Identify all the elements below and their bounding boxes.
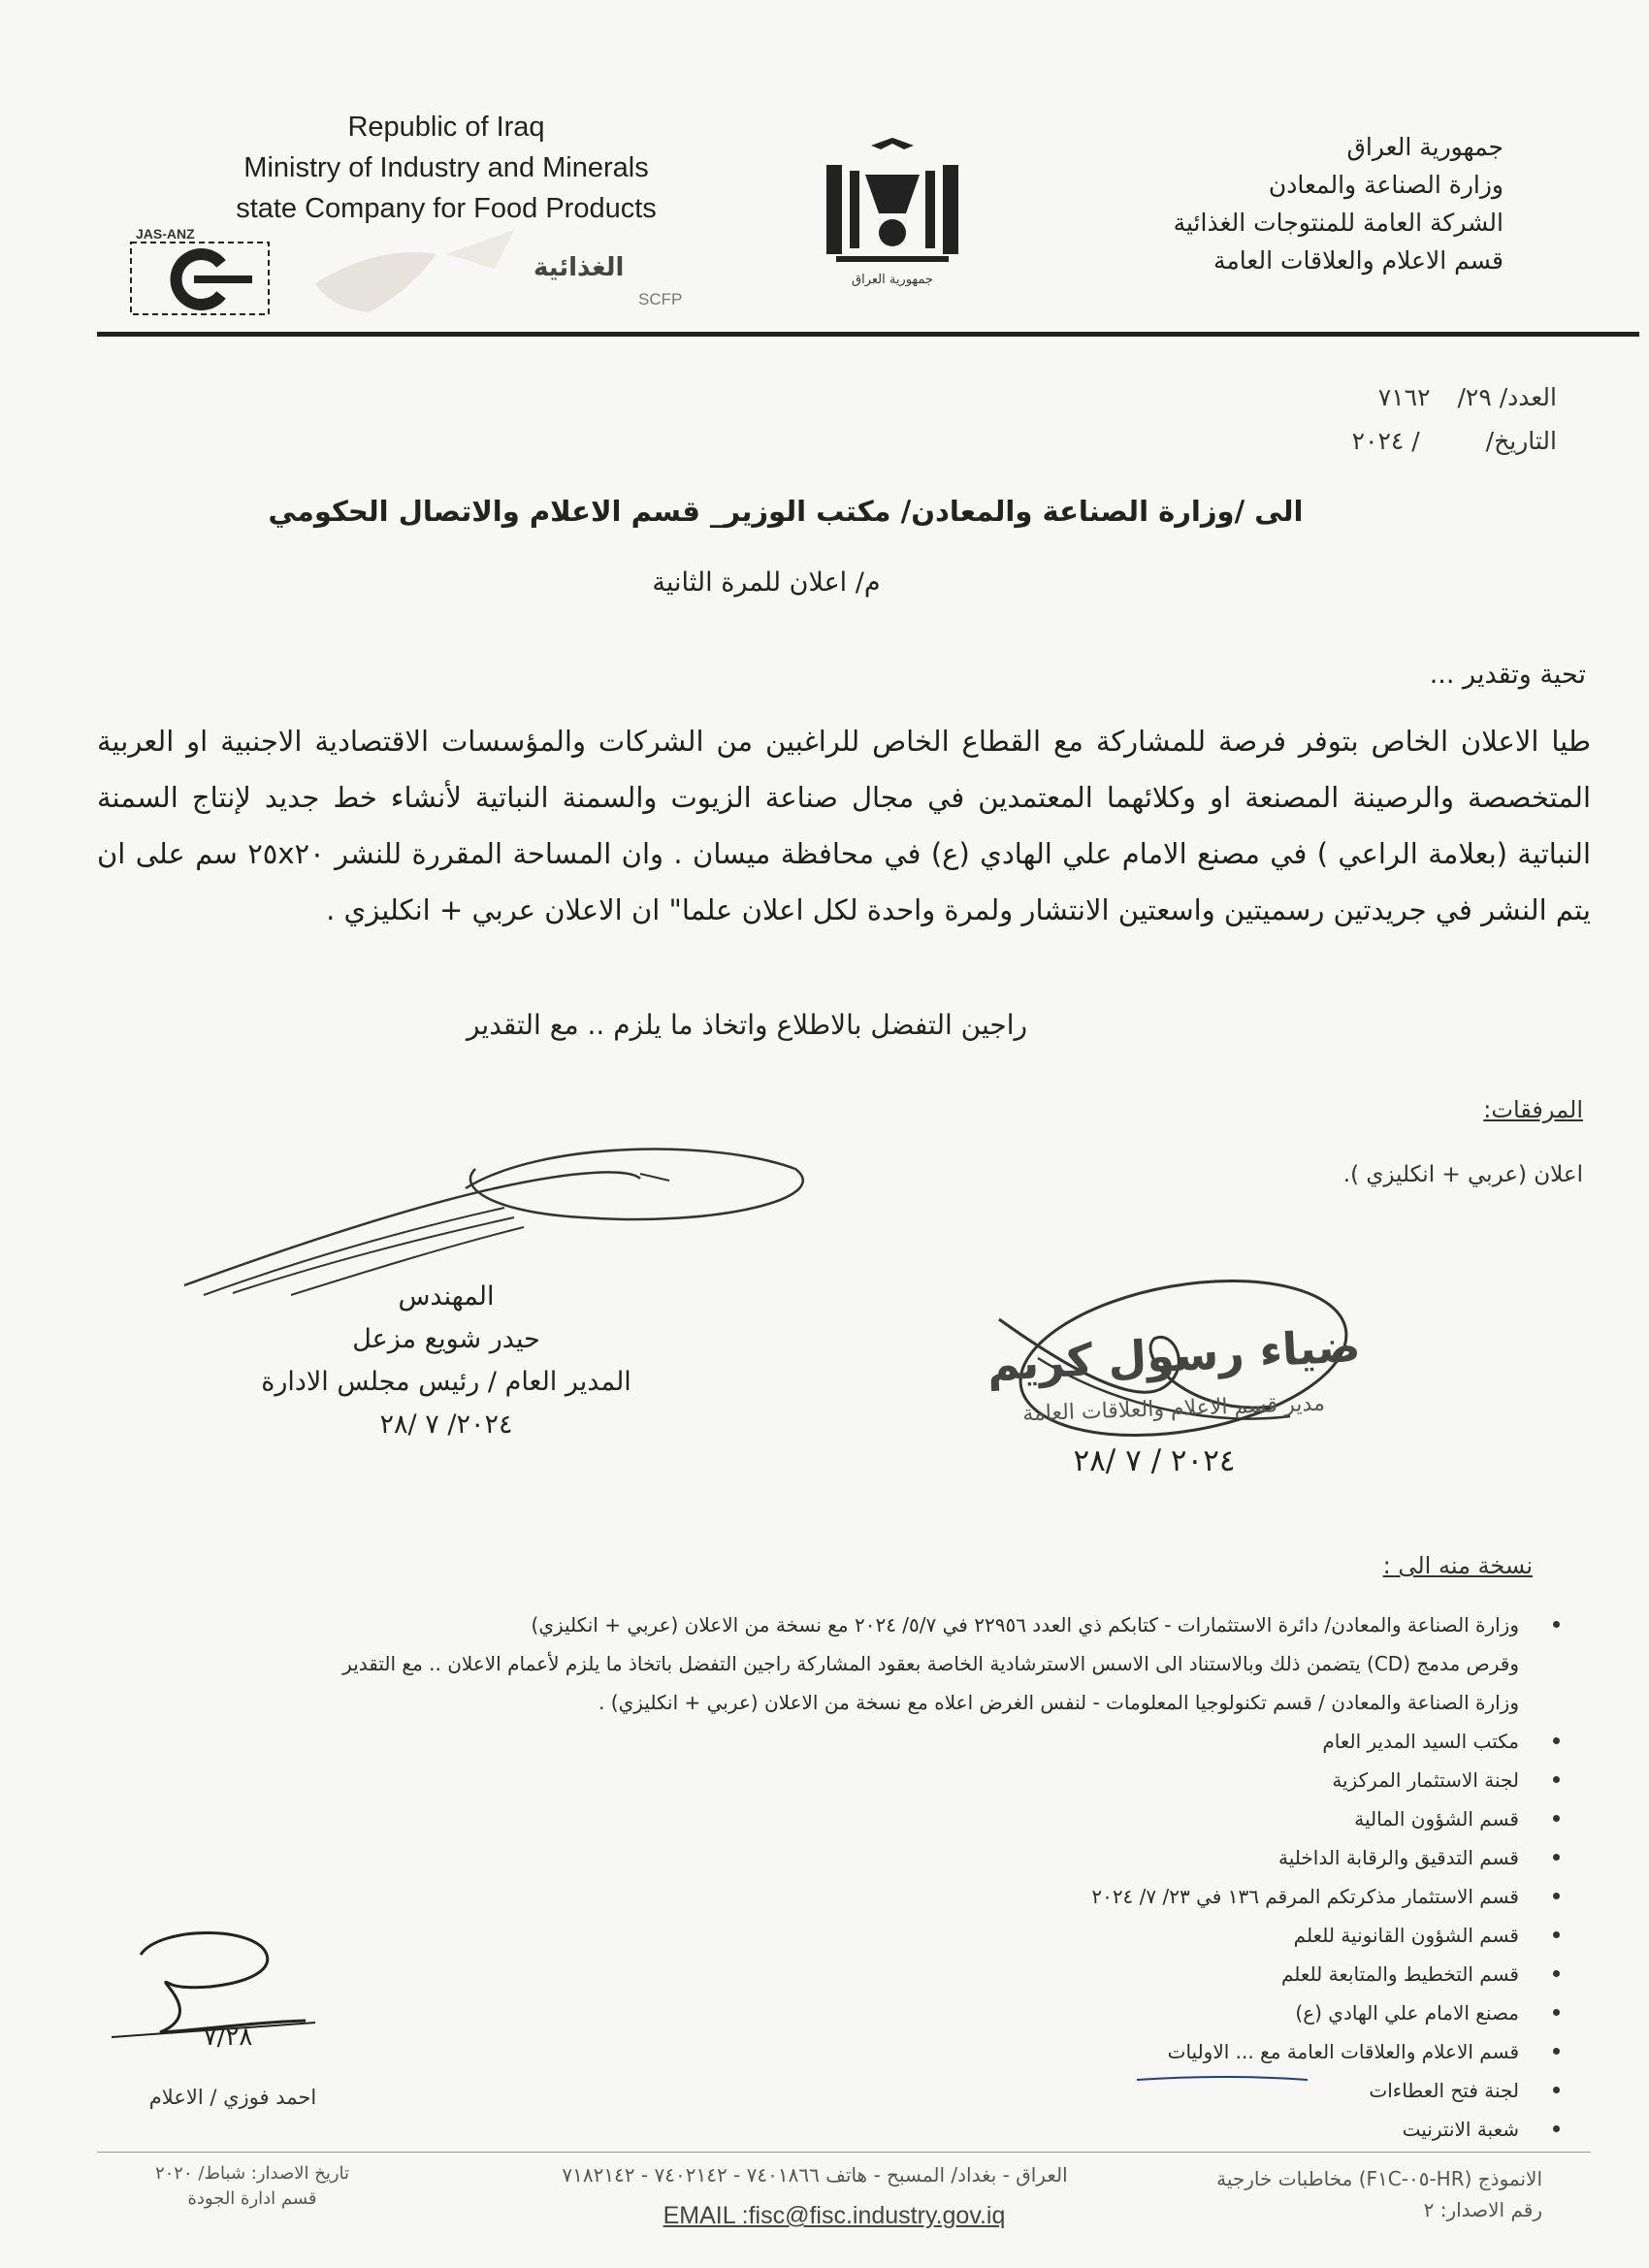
header-arabic bbox=[999, 128, 1504, 279]
ink-underline bbox=[1135, 2074, 1310, 2084]
signatory-date: ٢٠٢٤/ ٧ /٢٨ bbox=[379, 1409, 513, 1440]
copy-item: قسم الشؤون المالية bbox=[66, 1799, 1579, 1838]
reference-date-label: التاريخ/ bbox=[1485, 427, 1557, 455]
letter-greeting: تحية وتقدير ... bbox=[1429, 660, 1586, 690]
bullet-icon bbox=[1553, 2125, 1560, 2132]
reference-number-value: ٧١٦٢ bbox=[1377, 383, 1431, 411]
header-arabic-line: الشركة العامة للمنتوجات الغذائية bbox=[1173, 209, 1504, 237]
bullet-icon bbox=[1553, 2087, 1560, 2093]
bullet-icon bbox=[1553, 1931, 1560, 1938]
bottom-signature-date: ٧/٢٨ bbox=[203, 2023, 253, 2052]
stamp-title: مدير قسم الاعلام والعلاقات العامة bbox=[1021, 1391, 1326, 1427]
footer-issue-date: تاريخ الاصدار: شباط/ ٢٠٢٠ bbox=[154, 2163, 350, 2184]
attachments-label: المرفقات: bbox=[1483, 1096, 1583, 1123]
footer-issue-number: رقم الاصدار: ٢ bbox=[1423, 2198, 1542, 2221]
reference-date-value: / ٢٠٢٤ bbox=[1351, 427, 1420, 455]
signatory-name: حيدر شويع مزعل bbox=[352, 1324, 540, 1354]
bottom-signatory-name: احمد فوزي / الاعلام bbox=[148, 2086, 317, 2109]
bullet-icon bbox=[1553, 1815, 1560, 1822]
copy-item: مكتب السيد المدير العام bbox=[66, 1722, 1579, 1761]
copy-item: قسم التخطيط والمتابعة للعلم bbox=[66, 1955, 1579, 1993]
copy-item: لجنة فتح العطاءات bbox=[66, 2071, 1579, 2110]
footer-form-code: الانموذج (HR-٠٥-F١C) مخاطبات خارجية bbox=[1216, 2167, 1542, 2190]
footer-issue-info bbox=[97, 2161, 407, 2212]
header-english-line: Republic of Iraq bbox=[347, 112, 545, 143]
footer-form-info bbox=[1116, 2163, 1542, 2225]
header-arabic-line: جمهورية العراق bbox=[1346, 133, 1504, 161]
copy-item: شعبة الانترنيت bbox=[66, 2110, 1579, 2149]
bullet-icon bbox=[1553, 1854, 1560, 1861]
copies-title: نسخة منه الى : bbox=[1382, 1552, 1533, 1579]
bullet-icon bbox=[1553, 1893, 1560, 1899]
copy-item: قسم الاعلام والعلاقات العامة مع ... الاوليات bbox=[66, 2032, 1579, 2071]
header-english bbox=[194, 107, 698, 229]
footer-divider bbox=[97, 2152, 1591, 2153]
certification-label: JAS-ANZ bbox=[136, 226, 195, 242]
footer-email-link[interactable]: EMAIL :fisc@fisc.industry.gov.iq bbox=[663, 2202, 1006, 2229]
header-arabic-line: وزارة الصناعة والمعادن bbox=[1268, 171, 1504, 199]
copy-item: لجنة الاستثمار المركزية bbox=[66, 1761, 1579, 1799]
letter-closing: راجين التفضل بالاطلاع واتخاذ ما يلزم .. مع التقدير bbox=[466, 1009, 1028, 1041]
bullet-icon bbox=[1553, 2048, 1560, 2055]
bullet-icon bbox=[1553, 2009, 1560, 2016]
copy-item: قسم التدقيق والرقابة الداخلية bbox=[66, 1838, 1579, 1877]
copy-item: قسم الاستثمار مذكرتكم المرقم ١٣٦ في ٢٣/ ٧/ ٢٠٢٤ bbox=[66, 1877, 1579, 1916]
emblem-caption: جمهورية العراق bbox=[852, 273, 933, 287]
brand-arabic: الغذائية bbox=[534, 253, 625, 282]
letter-recipient: الى /وزارة الصناعة والمعادن/ مكتب الوزير_ قسم الاعلام والاتصال الحكومي bbox=[268, 495, 1304, 528]
stamp-date: ٢٠٢٤ / ٧ /٢٨ bbox=[1073, 1443, 1236, 1478]
signatory-left bbox=[204, 1276, 689, 1446]
reference-number bbox=[1149, 383, 1557, 411]
copy-item: وزارة الصناعة والمعادن/ دائرة الاستثمارات - كتابكم ذي العدد ٢٢٩٥٦ في ٥/٧/ ٢٠٢٤ مع نسخة من الاعلان (عربي + انكليزي) bbox=[66, 1605, 1579, 1644]
reference-date bbox=[1149, 427, 1557, 455]
letter-body: طيا الاعلان الخاص بتوفر فرصة للمشاركة مع القطاع الخاص للراغبين من الشركات والمؤسسات الاقتصادية الاجنبية او العربية المتخصصة والرصينة المصنعة او وكلائهما المعتمدين في مجال صناعة الزيوت والسمنة النباتية لأنشاء خط جديد لإنتاج السمنة النباتية (بعلامة الراعي ) في مصنع الامام علي الهادي (ع) في محافظة ميسان . وان المساحة المقررة للنشر ٢٥x٢٠ سم على ان يتم النشر في جريدتين رسميتين واسعتين الانتشار ولمرة واحدة لكل اعلان علما" ان الاعلان عربي + انكليزي . bbox=[97, 725, 1592, 926]
signatory-title: المهندس bbox=[398, 1281, 495, 1312]
header-divider bbox=[97, 332, 1639, 337]
iraq-emblem bbox=[815, 136, 970, 301]
copy-item: مصنع الامام علي الهادي (ع) bbox=[66, 1993, 1579, 2032]
footer-address: العراق - بغداد/ المسبح - هاتف ٧٤٠١٨٦٦ - ٧٤٠٢١٤٢ - ٧١٨٢١٤٢ bbox=[562, 2163, 1068, 2187]
reference-number-label: العدد/ ٢٩/ bbox=[1457, 383, 1557, 411]
header-english-line: Ministry of Industry and Minerals bbox=[243, 152, 649, 183]
copy-item: وزارة الصناعة والمعادن / قسم تكنولوجيا المعلومات - لنفس الغرض اعلاه مع نسخة من الاعلان (عربي + انكليزي) . bbox=[598, 1691, 1519, 1714]
bullet-icon bbox=[1553, 1776, 1560, 1783]
bullet-icon bbox=[1553, 1621, 1560, 1628]
stamp-name: ضياء رسول كريم bbox=[986, 1318, 1362, 1392]
header-arabic-line: قسم الاعلام والعلاقات العامة bbox=[1213, 246, 1504, 275]
copy-item: وقرص مدمج (CD) يتضمن ذلك وبالاستناد الى الاسس الاسترشادية الخاصة بعقود المشاركة راجين التفضل باتخاذ ما يلزم لأعمام الاعلان .. مع التقدير bbox=[342, 1652, 1519, 1675]
bullet-icon bbox=[1553, 1737, 1560, 1744]
bullet-icon bbox=[1553, 1970, 1560, 1977]
copy-item: قسم الشؤون القانونية للعلم bbox=[66, 1916, 1579, 1955]
certification-logo bbox=[126, 225, 728, 322]
attachment-item: اعلان (عربي + انكليزي ). bbox=[1342, 1162, 1583, 1187]
footer-quality-dept: قسم ادارة الجودة bbox=[187, 2188, 317, 2209]
letter-subject: م/ اعلان للمرة الثانية bbox=[652, 567, 881, 598]
brand-abbrev: SCFP bbox=[638, 290, 683, 308]
header-english-line: state Company for Food Products bbox=[236, 193, 657, 224]
signatory-position: المدير العام / رئيس مجلس الادارة bbox=[261, 1367, 631, 1397]
company-logos bbox=[126, 225, 728, 322]
